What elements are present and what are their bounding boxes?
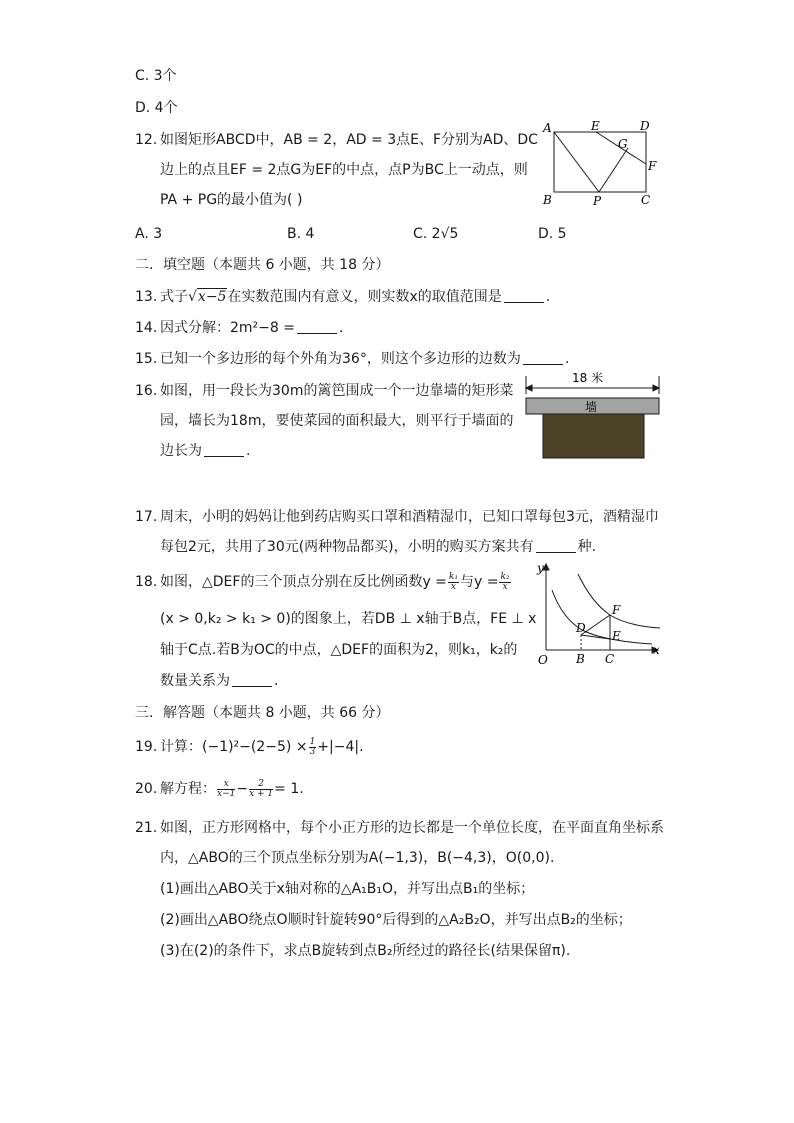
q13-text: 式子√x−5在实数范围内有意义，则实数x的取值范围是 . [160, 289, 551, 305]
q12-number: 12. [135, 132, 158, 148]
label-c: C [641, 193, 651, 207]
q12-line3: PA + PG的最小值为( ) [160, 192, 303, 208]
q21-part1: (1)画出△ABO关于x轴对称的△A₁B₁O，并写出点B₁的坐标； [160, 881, 535, 897]
section-3-heading: 三．解答题（本题共 8 小题，共 66 分） [135, 705, 390, 721]
label-e: E [591, 119, 600, 133]
q19-text: 计算：(−1)²−(2−5) × $\frac{1}{3}$ +|−4|. [160, 736, 364, 757]
q12-line2: 边上的点且EF = 2点G为EF的中点，点P为BC上一动点，则 [160, 162, 528, 178]
inverse-function-figure [532, 558, 664, 668]
rectangle-figure [538, 118, 662, 210]
q21-number: 21. [135, 820, 158, 836]
q18-line4: 数量关系为 . [160, 673, 279, 689]
q15-text: 已知一个多边形的每个外角为36°，则这个多边形的边数为 . [160, 351, 570, 367]
section-2-heading: 二．填空题（本题共 6 小题，共 18 分） [135, 257, 390, 273]
point-f-label: F [612, 603, 621, 617]
q15-answer-blank[interactable] [523, 350, 563, 365]
q18-line3: 轴于C点.若B为OC的中点，△DEF的面积为2，则k₁，k₂的 [160, 642, 518, 658]
y-axis-label: y [537, 561, 544, 575]
label-b: B [543, 193, 552, 207]
q20-number: 20. [135, 781, 158, 797]
point-b-label: B [576, 652, 585, 666]
q16-line3: 边长为 . [160, 443, 251, 459]
q14-number: 14. [135, 320, 158, 336]
q17-line1: 周末，小明的妈妈让他到药店购买口罩和酒精湿巾，已知口罩每包3元，酒精湿巾 [160, 509, 659, 525]
q19-number: 19. [135, 739, 158, 755]
label-f: F [648, 159, 657, 173]
q12-option-c: C. 2√5 [413, 226, 459, 242]
q16-answer-blank[interactable] [204, 442, 244, 457]
q17-answer-blank[interactable] [536, 538, 576, 553]
q14-answer-blank[interactable] [297, 319, 337, 334]
q16-number: 16. [135, 383, 158, 399]
q15-number: 15. [135, 351, 158, 367]
length-label: 18 米 [572, 371, 604, 385]
q21-line2: 内，△ABO的三个顶点坐标分别为A(−1,3)，B(−4,3)，O(0,0). [160, 850, 555, 866]
wall-garden-figure [522, 370, 664, 462]
q17-line2: 每包2元，共用了30元(两种物品都买)，小明的购买方案共有 种. [160, 539, 597, 555]
label-p: P [593, 194, 602, 208]
label-d: D [640, 119, 650, 133]
q18-answer-blank[interactable] [232, 672, 272, 687]
q20-text: 解方程： $\frac{x}{x-1}$ − $\frac{2}{x + 1}$ = 1. [160, 778, 304, 799]
q12-option-d: D. 5 [538, 226, 567, 242]
q12-line1: 如图矩形ABCD中，AB = 2，AD = 3点E、F分别为AD、DC [160, 132, 538, 148]
q13-number: 13. [135, 289, 158, 305]
q16-line2: 园，墙长为18m，要使菜园的面积最大，则平行于墙面的 [160, 413, 514, 429]
q12-option-a: A. 3 [135, 226, 163, 242]
option-d-prev: D. 4个 [135, 100, 178, 116]
q14-text: 因式分解：2m²−8 = . [160, 320, 344, 336]
wall-label: 墙 [585, 400, 598, 414]
q18-line2: (x > 0,k₂ > k₁ > 0)的图象上，若DB ⊥ x轴于B点，FE ⊥ x [160, 611, 537, 627]
q16-line1: 如图，用一段长为30m的篱笆围成一个一边靠墙的矩形菜 [160, 383, 514, 399]
option-c-prev: C. 3个 [135, 68, 177, 84]
q13-answer-blank[interactable] [504, 288, 544, 303]
origin-label: O [538, 653, 548, 667]
x-axis-label: x [653, 643, 660, 657]
q18-line1: 如图，△DEF的三个顶点分别在反比例函数y = $\frac{\text{k₁}}{x}$ 与y = $\frac{\text{k₂}}{x}$ [160, 571, 510, 592]
q18-number: 18. [135, 574, 158, 590]
label-a: A [543, 121, 552, 135]
point-c-label: C [605, 652, 615, 666]
point-e-label: E [612, 629, 621, 643]
q17-number: 17. [135, 509, 158, 525]
q12-option-b: B. 4 [287, 226, 315, 242]
point-d-label: D [576, 621, 586, 635]
q21-line1: 如图，正方形网格中，每个小正方形的边长都是一个单位长度，在平面直角坐标系 [160, 820, 664, 836]
q21-part3: (3)在(2)的条件下，求点B旋转到点B₂所经过的路径长(结果保留π). [160, 943, 571, 959]
label-g: G [618, 137, 628, 151]
q21-part2: (2)画出△ABO绕点O顺时针旋转90°后得到的△A₂B₂O，并写出点B₂的坐标； [160, 912, 632, 928]
